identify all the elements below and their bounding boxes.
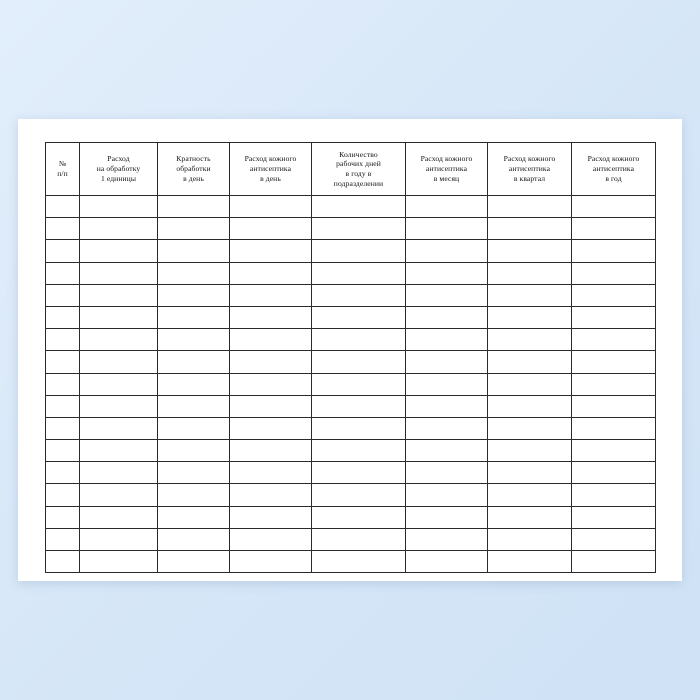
table-cell-antiseptic-per-year[interactable]	[572, 528, 656, 550]
table-cell-antiseptic-per-quarter[interactable]	[488, 306, 572, 328]
table-cell-antiseptic-per-quarter[interactable]	[488, 462, 572, 484]
table-cell-treatments-per-day[interactable]	[158, 329, 230, 351]
table-cell-treatments-per-day[interactable]	[158, 306, 230, 328]
table-cell-antiseptic-per-quarter[interactable]	[488, 351, 572, 373]
table-cell-antiseptic-per-year[interactable]	[572, 417, 656, 439]
table-cell-antiseptic-per-month[interactable]	[406, 417, 488, 439]
table-cell-antiseptic-per-day[interactable]	[230, 218, 312, 240]
table-cell-antiseptic-per-quarter[interactable]	[488, 373, 572, 395]
table-cell-treatments-per-day[interactable]	[158, 240, 230, 262]
table-header	[46, 143, 656, 196]
table-row	[46, 506, 656, 528]
table-cell-antiseptic-per-year[interactable]	[572, 506, 656, 528]
consumption-table	[45, 142, 656, 573]
table-row	[46, 373, 656, 395]
table-cell-consumption-per-unit[interactable]	[80, 551, 158, 573]
table-cell-consumption-per-unit[interactable]	[80, 240, 158, 262]
table-row	[46, 528, 656, 550]
table-cell-antiseptic-per-month[interactable]	[406, 373, 488, 395]
table-cell-working-days-per-year[interactable]	[312, 440, 406, 462]
table-cell-treatments-per-day[interactable]	[158, 373, 230, 395]
table-cell-antiseptic-per-day[interactable]	[230, 329, 312, 351]
table-cell-antiseptic-per-day[interactable]	[230, 284, 312, 306]
table-cell-consumption-per-unit[interactable]	[80, 218, 158, 240]
table-cell-working-days-per-year[interactable]	[312, 551, 406, 573]
table-cell-row-number[interactable]	[46, 196, 80, 218]
table-row	[46, 218, 656, 240]
table-cell-antiseptic-per-year[interactable]	[572, 240, 656, 262]
table-cell-antiseptic-per-year[interactable]	[572, 351, 656, 373]
table-cell-consumption-per-unit[interactable]	[80, 262, 158, 284]
table-cell-consumption-per-unit[interactable]	[80, 440, 158, 462]
table-cell-antiseptic-per-month[interactable]	[406, 218, 488, 240]
table-cell-consumption-per-unit[interactable]	[80, 462, 158, 484]
table-cell-row-number[interactable]	[46, 329, 80, 351]
table-cell-row-number[interactable]	[46, 240, 80, 262]
table-cell-antiseptic-per-year[interactable]	[572, 440, 656, 462]
table-cell-treatments-per-day[interactable]	[158, 395, 230, 417]
table-cell-antiseptic-per-quarter[interactable]	[488, 484, 572, 506]
table-row	[46, 240, 656, 262]
table-row	[46, 329, 656, 351]
table-cell-working-days-per-year[interactable]	[312, 329, 406, 351]
table-cell-antiseptic-per-month[interactable]	[406, 196, 488, 218]
table-cell-antiseptic-per-day[interactable]	[230, 484, 312, 506]
table-cell-consumption-per-unit[interactable]	[80, 196, 158, 218]
table-cell-antiseptic-per-year[interactable]	[572, 551, 656, 573]
table-cell-antiseptic-per-quarter[interactable]	[488, 551, 572, 573]
table-cell-treatments-per-day[interactable]	[158, 551, 230, 573]
table-cell-working-days-per-year[interactable]	[312, 240, 406, 262]
table-body	[46, 196, 656, 573]
table-cell-row-number[interactable]	[46, 395, 80, 417]
table-cell-treatments-per-day[interactable]	[158, 262, 230, 284]
table-cell-antiseptic-per-day[interactable]	[230, 395, 312, 417]
table-cell-antiseptic-per-year[interactable]	[572, 218, 656, 240]
table-cell-treatments-per-day[interactable]	[158, 528, 230, 550]
table-cell-treatments-per-day[interactable]	[158, 484, 230, 506]
table-cell-consumption-per-unit[interactable]	[80, 528, 158, 550]
table-cell-treatments-per-day[interactable]	[158, 218, 230, 240]
table-cell-antiseptic-per-day[interactable]	[230, 373, 312, 395]
table-cell-antiseptic-per-year[interactable]	[572, 462, 656, 484]
table-cell-row-number[interactable]	[46, 351, 80, 373]
column-header-working-days-per-year: Количество рабочих дней в году в подразделении	[312, 143, 406, 196]
table-cell-antiseptic-per-day[interactable]	[230, 506, 312, 528]
table-cell-antiseptic-per-day[interactable]	[230, 351, 312, 373]
table-row	[46, 551, 656, 573]
table-cell-row-number[interactable]	[46, 551, 80, 573]
table-cell-antiseptic-per-quarter[interactable]	[488, 284, 572, 306]
table-cell-antiseptic-per-month[interactable]	[406, 506, 488, 528]
table-cell-antiseptic-per-month[interactable]	[406, 329, 488, 351]
table-cell-antiseptic-per-year[interactable]	[572, 395, 656, 417]
table-cell-antiseptic-per-year[interactable]	[572, 284, 656, 306]
table-cell-row-number[interactable]	[46, 306, 80, 328]
column-header-antiseptic-per-day: Расход кожного антисептика в день	[230, 143, 312, 196]
table-header-row	[46, 143, 656, 196]
table-cell-antiseptic-per-day[interactable]	[230, 196, 312, 218]
table-cell-row-number[interactable]	[46, 284, 80, 306]
table-cell-antiseptic-per-day[interactable]	[230, 528, 312, 550]
table-cell-consumption-per-unit[interactable]	[80, 373, 158, 395]
table-container	[45, 142, 655, 573]
table-cell-row-number[interactable]	[46, 462, 80, 484]
table-cell-antiseptic-per-day[interactable]	[230, 240, 312, 262]
table-row	[46, 351, 656, 373]
table-row	[46, 306, 656, 328]
table-cell-consumption-per-unit[interactable]	[80, 306, 158, 328]
table-cell-working-days-per-year[interactable]	[312, 462, 406, 484]
table-cell-antiseptic-per-year[interactable]	[572, 373, 656, 395]
table-cell-consumption-per-unit[interactable]	[80, 284, 158, 306]
table-cell-antiseptic-per-year[interactable]	[572, 196, 656, 218]
table-cell-antiseptic-per-month[interactable]	[406, 306, 488, 328]
table-cell-treatments-per-day[interactable]	[158, 196, 230, 218]
table-cell-working-days-per-year[interactable]	[312, 284, 406, 306]
table-cell-working-days-per-year[interactable]	[312, 528, 406, 550]
table-cell-antiseptic-per-quarter[interactable]	[488, 262, 572, 284]
table-cell-antiseptic-per-year[interactable]	[572, 484, 656, 506]
table-cell-working-days-per-year[interactable]	[312, 395, 406, 417]
table-cell-consumption-per-unit[interactable]	[80, 506, 158, 528]
column-header-antiseptic-per-quarter: Расход кожного антисептика в квартал	[488, 143, 572, 196]
table-cell-treatments-per-day[interactable]	[158, 351, 230, 373]
table-cell-consumption-per-unit[interactable]	[80, 395, 158, 417]
column-header-consumption-per-unit: Расход на обработку 1 единицы	[80, 143, 158, 196]
table-cell-antiseptic-per-month[interactable]	[406, 240, 488, 262]
table-row	[46, 484, 656, 506]
table-cell-row-number[interactable]	[46, 262, 80, 284]
table-cell-treatments-per-day[interactable]	[158, 506, 230, 528]
table-cell-row-number[interactable]	[46, 484, 80, 506]
table-row	[46, 417, 656, 439]
table-cell-working-days-per-year[interactable]	[312, 218, 406, 240]
column-header-antiseptic-per-month: Расход кожного антисептика в месяц	[406, 143, 488, 196]
table-cell-antiseptic-per-quarter[interactable]	[488, 240, 572, 262]
table-cell-antiseptic-per-month[interactable]	[406, 351, 488, 373]
table-cell-antiseptic-per-month[interactable]	[406, 440, 488, 462]
table-cell-antiseptic-per-month[interactable]	[406, 551, 488, 573]
table-cell-row-number[interactable]	[46, 528, 80, 550]
table-cell-row-number[interactable]	[46, 506, 80, 528]
table-cell-working-days-per-year[interactable]	[312, 351, 406, 373]
table-cell-antiseptic-per-quarter[interactable]	[488, 506, 572, 528]
table-cell-working-days-per-year[interactable]	[312, 417, 406, 439]
table-row	[46, 196, 656, 218]
table-cell-treatments-per-day[interactable]	[158, 440, 230, 462]
table-row	[46, 262, 656, 284]
table-cell-antiseptic-per-quarter[interactable]	[488, 196, 572, 218]
table-cell-antiseptic-per-day[interactable]	[230, 306, 312, 328]
table-cell-antiseptic-per-day[interactable]	[230, 462, 312, 484]
table-cell-antiseptic-per-day[interactable]	[230, 551, 312, 573]
table-cell-antiseptic-per-year[interactable]	[572, 329, 656, 351]
table-cell-antiseptic-per-day[interactable]	[230, 262, 312, 284]
table-cell-antiseptic-per-month[interactable]	[406, 395, 488, 417]
document-page	[18, 119, 682, 581]
table-cell-row-number[interactable]	[46, 417, 80, 439]
table-cell-antiseptic-per-month[interactable]	[406, 284, 488, 306]
table-cell-antiseptic-per-day[interactable]	[230, 417, 312, 439]
table-cell-working-days-per-year[interactable]	[312, 506, 406, 528]
table-cell-working-days-per-year[interactable]	[312, 262, 406, 284]
table-cell-antiseptic-per-month[interactable]	[406, 462, 488, 484]
table-cell-antiseptic-per-quarter[interactable]	[488, 440, 572, 462]
table-cell-working-days-per-year[interactable]	[312, 484, 406, 506]
table-cell-antiseptic-per-year[interactable]	[572, 262, 656, 284]
table-cell-antiseptic-per-quarter[interactable]	[488, 528, 572, 550]
column-header-antiseptic-per-year: Расход кожного антисептика в год	[572, 143, 656, 196]
table-cell-consumption-per-unit[interactable]	[80, 329, 158, 351]
table-row	[46, 284, 656, 306]
table-cell-antiseptic-per-year[interactable]	[572, 306, 656, 328]
table-cell-antiseptic-per-quarter[interactable]	[488, 218, 572, 240]
table-row	[46, 395, 656, 417]
table-cell-working-days-per-year[interactable]	[312, 306, 406, 328]
table-cell-working-days-per-year[interactable]	[312, 196, 406, 218]
table-cell-row-number[interactable]	[46, 440, 80, 462]
table-cell-treatments-per-day[interactable]	[158, 284, 230, 306]
table-cell-antiseptic-per-quarter[interactable]	[488, 417, 572, 439]
table-cell-antiseptic-per-quarter[interactable]	[488, 395, 572, 417]
table-cell-treatments-per-day[interactable]	[158, 417, 230, 439]
column-header-row-number: № п/п	[46, 143, 80, 196]
table-row	[46, 440, 656, 462]
table-cell-consumption-per-unit[interactable]	[80, 484, 158, 506]
table-cell-antiseptic-per-quarter[interactable]	[488, 329, 572, 351]
table-cell-row-number[interactable]	[46, 218, 80, 240]
table-cell-antiseptic-per-day[interactable]	[230, 440, 312, 462]
column-header-treatments-per-day: Кратность обработки в день	[158, 143, 230, 196]
table-cell-antiseptic-per-month[interactable]	[406, 528, 488, 550]
table-cell-working-days-per-year[interactable]	[312, 373, 406, 395]
table-cell-consumption-per-unit[interactable]	[80, 417, 158, 439]
table-cell-treatments-per-day[interactable]	[158, 462, 230, 484]
table-row	[46, 462, 656, 484]
table-cell-antiseptic-per-month[interactable]	[406, 262, 488, 284]
table-cell-row-number[interactable]	[46, 373, 80, 395]
table-cell-consumption-per-unit[interactable]	[80, 351, 158, 373]
table-cell-antiseptic-per-month[interactable]	[406, 484, 488, 506]
